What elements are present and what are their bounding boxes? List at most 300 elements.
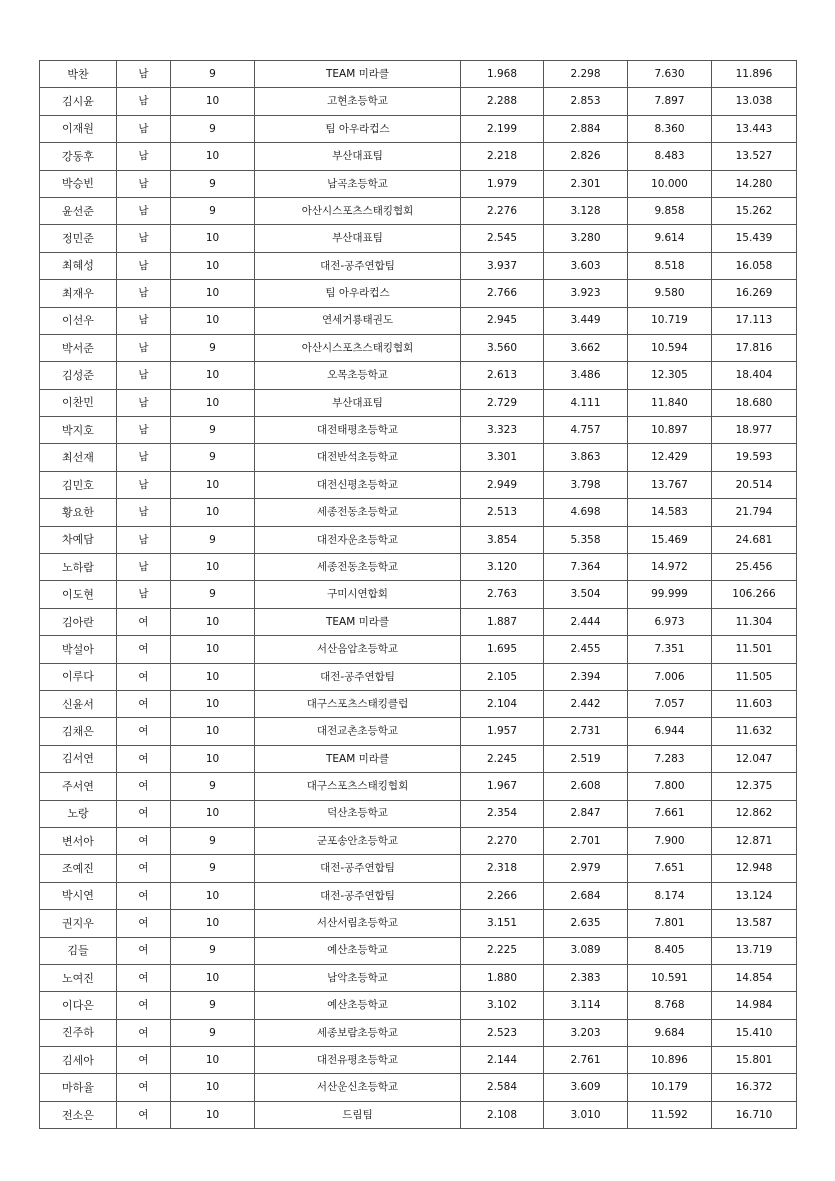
athlete-name-cell: 이다은 bbox=[40, 992, 117, 1019]
record-1-cell: 3.937 bbox=[461, 252, 544, 279]
record-1-cell: 3.560 bbox=[461, 334, 544, 361]
gender-cell: 여 bbox=[117, 827, 171, 854]
table-row bbox=[40, 554, 797, 581]
club-cell: 팀 아우라컵스 bbox=[255, 280, 461, 307]
record-2-cell: 2.853 bbox=[544, 88, 628, 115]
record-1-cell: 2.318 bbox=[461, 855, 544, 882]
gender-cell: 남 bbox=[117, 444, 171, 471]
record-2-cell: 3.863 bbox=[544, 444, 628, 471]
record-2-cell: 2.979 bbox=[544, 855, 628, 882]
total-cell: 15.801 bbox=[712, 1047, 797, 1074]
table-row bbox=[40, 170, 797, 197]
record-1-cell: 2.949 bbox=[461, 471, 544, 498]
record-3-cell: 8.518 bbox=[628, 252, 712, 279]
total-cell: 13.719 bbox=[712, 937, 797, 964]
total-cell: 18.977 bbox=[712, 417, 797, 444]
total-cell: 20.514 bbox=[712, 471, 797, 498]
total-cell: 18.404 bbox=[712, 362, 797, 389]
record-1-cell: 2.199 bbox=[461, 115, 544, 142]
record-3-cell: 12.305 bbox=[628, 362, 712, 389]
club-cell: 부산대표팀 bbox=[255, 389, 461, 416]
athlete-name-cell: 조예진 bbox=[40, 855, 117, 882]
club-cell: 서산음암초등학교 bbox=[255, 636, 461, 663]
total-cell: 11.505 bbox=[712, 663, 797, 690]
record-1-cell: 1.695 bbox=[461, 636, 544, 663]
record-3-cell: 8.405 bbox=[628, 937, 712, 964]
athlete-name-cell: 이선우 bbox=[40, 307, 117, 334]
athlete-name-cell: 김민호 bbox=[40, 471, 117, 498]
gender-cell: 여 bbox=[117, 1019, 171, 1046]
record-2-cell: 3.609 bbox=[544, 1074, 628, 1101]
club-cell: 연세거룡태권도 bbox=[255, 307, 461, 334]
athlete-name-cell: 박시연 bbox=[40, 882, 117, 909]
record-2-cell: 2.519 bbox=[544, 745, 628, 772]
record-1-cell: 2.245 bbox=[461, 745, 544, 772]
athlete-name-cell: 김서연 bbox=[40, 745, 117, 772]
total-cell: 15.262 bbox=[712, 197, 797, 224]
table-row bbox=[40, 444, 797, 471]
table-row bbox=[40, 718, 797, 745]
record-3-cell: 9.580 bbox=[628, 280, 712, 307]
total-cell: 12.871 bbox=[712, 827, 797, 854]
total-cell: 14.280 bbox=[712, 170, 797, 197]
record-2-cell: 3.662 bbox=[544, 334, 628, 361]
gender-cell: 여 bbox=[117, 992, 171, 1019]
club-cell: 대전-공주연합팀 bbox=[255, 252, 461, 279]
club-cell: 아산시스포츠스태킹협회 bbox=[255, 197, 461, 224]
athlete-name-cell: 김세아 bbox=[40, 1047, 117, 1074]
athlete-name-cell: 이도현 bbox=[40, 581, 117, 608]
record-2-cell: 3.010 bbox=[544, 1101, 628, 1128]
athlete-name-cell: 정민준 bbox=[40, 225, 117, 252]
total-cell: 13.587 bbox=[712, 910, 797, 937]
record-2-cell: 2.684 bbox=[544, 882, 628, 909]
record-1-cell: 1.880 bbox=[461, 964, 544, 991]
athlete-name-cell: 노랑 bbox=[40, 800, 117, 827]
club-cell: 팀 아우라컵스 bbox=[255, 115, 461, 142]
age-cell: 9 bbox=[171, 992, 255, 1019]
table-row bbox=[40, 143, 797, 170]
athlete-name-cell: 변서아 bbox=[40, 827, 117, 854]
age-cell: 9 bbox=[171, 827, 255, 854]
record-2-cell: 2.444 bbox=[544, 608, 628, 635]
club-cell: 드림팀 bbox=[255, 1101, 461, 1128]
athlete-name-cell: 김채은 bbox=[40, 718, 117, 745]
club-cell: 예산초등학교 bbox=[255, 992, 461, 1019]
athlete-name-cell: 강동후 bbox=[40, 143, 117, 170]
gender-cell: 여 bbox=[117, 937, 171, 964]
table-row bbox=[40, 307, 797, 334]
age-cell: 9 bbox=[171, 115, 255, 142]
gender-cell: 남 bbox=[117, 334, 171, 361]
gender-cell: 여 bbox=[117, 1074, 171, 1101]
record-2-cell: 2.301 bbox=[544, 170, 628, 197]
age-cell: 10 bbox=[171, 800, 255, 827]
club-cell: 대구스포츠스태킹클럽 bbox=[255, 690, 461, 717]
athlete-name-cell: 노여진 bbox=[40, 964, 117, 991]
total-cell: 16.269 bbox=[712, 280, 797, 307]
age-cell: 10 bbox=[171, 608, 255, 635]
gender-cell: 여 bbox=[117, 910, 171, 937]
record-2-cell: 3.128 bbox=[544, 197, 628, 224]
age-cell: 9 bbox=[171, 197, 255, 224]
table-row bbox=[40, 937, 797, 964]
record-3-cell: 7.057 bbox=[628, 690, 712, 717]
record-3-cell: 6.944 bbox=[628, 718, 712, 745]
record-2-cell: 3.798 bbox=[544, 471, 628, 498]
total-cell: 15.410 bbox=[712, 1019, 797, 1046]
table-body bbox=[40, 61, 797, 1129]
gender-cell: 남 bbox=[117, 362, 171, 389]
club-cell: 대전-공주연합팀 bbox=[255, 882, 461, 909]
total-cell: 18.680 bbox=[712, 389, 797, 416]
record-2-cell: 3.089 bbox=[544, 937, 628, 964]
athlete-name-cell: 신윤서 bbox=[40, 690, 117, 717]
record-3-cell: 11.592 bbox=[628, 1101, 712, 1128]
record-1-cell: 2.144 bbox=[461, 1047, 544, 1074]
gender-cell: 남 bbox=[117, 225, 171, 252]
table-row bbox=[40, 1019, 797, 1046]
record-2-cell: 4.111 bbox=[544, 389, 628, 416]
age-cell: 9 bbox=[171, 444, 255, 471]
club-cell: 세종전동초등학교 bbox=[255, 499, 461, 526]
record-2-cell: 3.923 bbox=[544, 280, 628, 307]
table-row bbox=[40, 663, 797, 690]
athlete-name-cell: 박서준 bbox=[40, 334, 117, 361]
athlete-name-cell: 최선재 bbox=[40, 444, 117, 471]
club-cell: 대전신평초등학교 bbox=[255, 471, 461, 498]
record-3-cell: 9.858 bbox=[628, 197, 712, 224]
table-row bbox=[40, 1074, 797, 1101]
total-cell: 106.266 bbox=[712, 581, 797, 608]
record-3-cell: 13.767 bbox=[628, 471, 712, 498]
athlete-name-cell: 전소은 bbox=[40, 1101, 117, 1128]
record-2-cell: 3.203 bbox=[544, 1019, 628, 1046]
record-1-cell: 2.105 bbox=[461, 663, 544, 690]
age-cell: 10 bbox=[171, 362, 255, 389]
record-3-cell: 10.000 bbox=[628, 170, 712, 197]
table-row bbox=[40, 581, 797, 608]
total-cell: 11.603 bbox=[712, 690, 797, 717]
record-3-cell: 12.429 bbox=[628, 444, 712, 471]
total-cell: 12.375 bbox=[712, 773, 797, 800]
total-cell: 24.681 bbox=[712, 526, 797, 553]
record-3-cell: 8.768 bbox=[628, 992, 712, 1019]
gender-cell: 남 bbox=[117, 143, 171, 170]
club-cell: 예산초등학교 bbox=[255, 937, 461, 964]
age-cell: 9 bbox=[171, 61, 255, 88]
athlete-name-cell: 김시윤 bbox=[40, 88, 117, 115]
total-cell: 16.058 bbox=[712, 252, 797, 279]
table-row bbox=[40, 800, 797, 827]
table-row bbox=[40, 827, 797, 854]
club-cell: 대구스포츠스태킹협회 bbox=[255, 773, 461, 800]
gender-cell: 남 bbox=[117, 554, 171, 581]
athlete-name-cell: 김아란 bbox=[40, 608, 117, 635]
record-1-cell: 2.766 bbox=[461, 280, 544, 307]
table-row bbox=[40, 225, 797, 252]
age-cell: 10 bbox=[171, 1047, 255, 1074]
athlete-name-cell: 주서연 bbox=[40, 773, 117, 800]
age-cell: 10 bbox=[171, 88, 255, 115]
record-3-cell: 10.897 bbox=[628, 417, 712, 444]
record-1-cell: 2.354 bbox=[461, 800, 544, 827]
record-1-cell: 2.288 bbox=[461, 88, 544, 115]
record-3-cell: 7.283 bbox=[628, 745, 712, 772]
club-cell: 대전자운초등학교 bbox=[255, 526, 461, 553]
total-cell: 14.854 bbox=[712, 964, 797, 991]
table-row bbox=[40, 499, 797, 526]
club-cell: 남악초등학교 bbox=[255, 964, 461, 991]
record-3-cell: 7.661 bbox=[628, 800, 712, 827]
record-1-cell: 2.104 bbox=[461, 690, 544, 717]
club-cell: 아산시스포츠스태킹협회 bbox=[255, 334, 461, 361]
club-cell: 세종보람초등학교 bbox=[255, 1019, 461, 1046]
age-cell: 10 bbox=[171, 718, 255, 745]
record-2-cell: 2.383 bbox=[544, 964, 628, 991]
table-row bbox=[40, 389, 797, 416]
athlete-name-cell: 윤선준 bbox=[40, 197, 117, 224]
gender-cell: 여 bbox=[117, 690, 171, 717]
total-cell: 11.304 bbox=[712, 608, 797, 635]
athlete-name-cell: 진주하 bbox=[40, 1019, 117, 1046]
record-1-cell: 3.102 bbox=[461, 992, 544, 1019]
gender-cell: 여 bbox=[117, 718, 171, 745]
age-cell: 9 bbox=[171, 334, 255, 361]
record-2-cell: 3.449 bbox=[544, 307, 628, 334]
record-1-cell: 2.276 bbox=[461, 197, 544, 224]
club-cell: TEAM 미라클 bbox=[255, 608, 461, 635]
record-3-cell: 10.179 bbox=[628, 1074, 712, 1101]
table-row bbox=[40, 1101, 797, 1128]
club-cell: 덕산초등학교 bbox=[255, 800, 461, 827]
table-row bbox=[40, 115, 797, 142]
record-1-cell: 3.323 bbox=[461, 417, 544, 444]
athlete-name-cell: 이재원 bbox=[40, 115, 117, 142]
record-3-cell: 7.800 bbox=[628, 773, 712, 800]
record-2-cell: 4.698 bbox=[544, 499, 628, 526]
age-cell: 10 bbox=[171, 882, 255, 909]
record-1-cell: 2.218 bbox=[461, 143, 544, 170]
total-cell: 17.113 bbox=[712, 307, 797, 334]
record-1-cell: 1.967 bbox=[461, 773, 544, 800]
age-cell: 9 bbox=[171, 855, 255, 882]
age-cell: 10 bbox=[171, 471, 255, 498]
record-2-cell: 2.761 bbox=[544, 1047, 628, 1074]
gender-cell: 여 bbox=[117, 855, 171, 882]
record-3-cell: 10.591 bbox=[628, 964, 712, 991]
gender-cell: 남 bbox=[117, 197, 171, 224]
record-2-cell: 2.847 bbox=[544, 800, 628, 827]
athlete-name-cell: 박설아 bbox=[40, 636, 117, 663]
age-cell: 10 bbox=[171, 389, 255, 416]
club-cell: 대전유평초등학교 bbox=[255, 1047, 461, 1074]
age-cell: 10 bbox=[171, 143, 255, 170]
record-1-cell: 1.979 bbox=[461, 170, 544, 197]
age-cell: 9 bbox=[171, 1019, 255, 1046]
record-1-cell: 2.266 bbox=[461, 882, 544, 909]
club-cell: 대전교촌초등학교 bbox=[255, 718, 461, 745]
table-row bbox=[40, 910, 797, 937]
age-cell: 10 bbox=[171, 910, 255, 937]
record-1-cell: 1.968 bbox=[461, 61, 544, 88]
gender-cell: 여 bbox=[117, 608, 171, 635]
record-2-cell: 5.358 bbox=[544, 526, 628, 553]
table-row bbox=[40, 280, 797, 307]
record-3-cell: 8.483 bbox=[628, 143, 712, 170]
gender-cell: 남 bbox=[117, 170, 171, 197]
record-1-cell: 2.225 bbox=[461, 937, 544, 964]
age-cell: 10 bbox=[171, 554, 255, 581]
record-3-cell: 14.583 bbox=[628, 499, 712, 526]
gender-cell: 남 bbox=[117, 389, 171, 416]
record-2-cell: 2.826 bbox=[544, 143, 628, 170]
total-cell: 12.948 bbox=[712, 855, 797, 882]
age-cell: 10 bbox=[171, 745, 255, 772]
club-cell: 대전반석초등학교 bbox=[255, 444, 461, 471]
age-cell: 9 bbox=[171, 417, 255, 444]
total-cell: 14.984 bbox=[712, 992, 797, 1019]
record-2-cell: 7.364 bbox=[544, 554, 628, 581]
record-3-cell: 8.174 bbox=[628, 882, 712, 909]
age-cell: 10 bbox=[171, 280, 255, 307]
record-3-cell: 99.999 bbox=[628, 581, 712, 608]
athlete-name-cell: 김성준 bbox=[40, 362, 117, 389]
record-2-cell: 2.701 bbox=[544, 827, 628, 854]
record-2-cell: 2.635 bbox=[544, 910, 628, 937]
results-table bbox=[39, 60, 797, 1129]
record-3-cell: 7.900 bbox=[628, 827, 712, 854]
table-row bbox=[40, 636, 797, 663]
record-1-cell: 2.945 bbox=[461, 307, 544, 334]
record-1-cell: 2.613 bbox=[461, 362, 544, 389]
gender-cell: 남 bbox=[117, 252, 171, 279]
club-cell: 고현초등학교 bbox=[255, 88, 461, 115]
club-cell: TEAM 미라클 bbox=[255, 745, 461, 772]
record-2-cell: 3.486 bbox=[544, 362, 628, 389]
record-2-cell: 4.757 bbox=[544, 417, 628, 444]
athlete-name-cell: 차예담 bbox=[40, 526, 117, 553]
table-row bbox=[40, 690, 797, 717]
gender-cell: 남 bbox=[117, 417, 171, 444]
age-cell: 10 bbox=[171, 690, 255, 717]
club-cell: 서산운신초등학교 bbox=[255, 1074, 461, 1101]
record-2-cell: 2.394 bbox=[544, 663, 628, 690]
total-cell: 11.632 bbox=[712, 718, 797, 745]
club-cell: 군포송안초등학교 bbox=[255, 827, 461, 854]
table-row bbox=[40, 773, 797, 800]
total-cell: 11.896 bbox=[712, 61, 797, 88]
gender-cell: 여 bbox=[117, 636, 171, 663]
record-2-cell: 3.603 bbox=[544, 252, 628, 279]
record-1-cell: 3.120 bbox=[461, 554, 544, 581]
age-cell: 10 bbox=[171, 252, 255, 279]
record-2-cell: 3.504 bbox=[544, 581, 628, 608]
gender-cell: 남 bbox=[117, 526, 171, 553]
age-cell: 10 bbox=[171, 225, 255, 252]
club-cell: 대전태평초등학교 bbox=[255, 417, 461, 444]
age-cell: 10 bbox=[171, 499, 255, 526]
table-row bbox=[40, 882, 797, 909]
age-cell: 10 bbox=[171, 636, 255, 663]
record-1-cell: 3.151 bbox=[461, 910, 544, 937]
total-cell: 12.862 bbox=[712, 800, 797, 827]
age-cell: 10 bbox=[171, 964, 255, 991]
record-1-cell: 1.887 bbox=[461, 608, 544, 635]
gender-cell: 남 bbox=[117, 115, 171, 142]
gender-cell: 남 bbox=[117, 471, 171, 498]
athlete-name-cell: 노하람 bbox=[40, 554, 117, 581]
record-2-cell: 3.114 bbox=[544, 992, 628, 1019]
gender-cell: 남 bbox=[117, 581, 171, 608]
record-1-cell: 3.301 bbox=[461, 444, 544, 471]
record-1-cell: 2.729 bbox=[461, 389, 544, 416]
table-row bbox=[40, 471, 797, 498]
record-3-cell: 7.651 bbox=[628, 855, 712, 882]
table-row bbox=[40, 61, 797, 88]
record-3-cell: 10.719 bbox=[628, 307, 712, 334]
total-cell: 21.794 bbox=[712, 499, 797, 526]
gender-cell: 남 bbox=[117, 61, 171, 88]
table-row bbox=[40, 992, 797, 1019]
record-3-cell: 7.801 bbox=[628, 910, 712, 937]
record-1-cell: 1.957 bbox=[461, 718, 544, 745]
table-row bbox=[40, 334, 797, 361]
athlete-name-cell: 최재우 bbox=[40, 280, 117, 307]
gender-cell: 여 bbox=[117, 745, 171, 772]
athlete-name-cell: 권지우 bbox=[40, 910, 117, 937]
record-3-cell: 9.684 bbox=[628, 1019, 712, 1046]
total-cell: 16.710 bbox=[712, 1101, 797, 1128]
record-2-cell: 2.731 bbox=[544, 718, 628, 745]
record-3-cell: 9.614 bbox=[628, 225, 712, 252]
gender-cell: 여 bbox=[117, 1101, 171, 1128]
athlete-name-cell: 마하율 bbox=[40, 1074, 117, 1101]
age-cell: 10 bbox=[171, 1101, 255, 1128]
gender-cell: 여 bbox=[117, 663, 171, 690]
gender-cell: 남 bbox=[117, 499, 171, 526]
athlete-name-cell: 최혜성 bbox=[40, 252, 117, 279]
record-3-cell: 7.897 bbox=[628, 88, 712, 115]
age-cell: 9 bbox=[171, 581, 255, 608]
club-cell: 남곡초등학교 bbox=[255, 170, 461, 197]
table-row bbox=[40, 362, 797, 389]
table-row bbox=[40, 526, 797, 553]
record-3-cell: 10.594 bbox=[628, 334, 712, 361]
athlete-name-cell: 황요한 bbox=[40, 499, 117, 526]
record-3-cell: 8.360 bbox=[628, 115, 712, 142]
gender-cell: 남 bbox=[117, 307, 171, 334]
club-cell: 오목초등학교 bbox=[255, 362, 461, 389]
record-1-cell: 3.854 bbox=[461, 526, 544, 553]
gender-cell: 여 bbox=[117, 1047, 171, 1074]
age-cell: 10 bbox=[171, 307, 255, 334]
record-1-cell: 2.270 bbox=[461, 827, 544, 854]
table-row bbox=[40, 608, 797, 635]
athlete-name-cell: 박승빈 bbox=[40, 170, 117, 197]
total-cell: 19.593 bbox=[712, 444, 797, 471]
table-row bbox=[40, 855, 797, 882]
gender-cell: 여 bbox=[117, 964, 171, 991]
age-cell: 9 bbox=[171, 526, 255, 553]
club-cell: 구미시연합회 bbox=[255, 581, 461, 608]
club-cell: 부산대표팀 bbox=[255, 143, 461, 170]
record-3-cell: 7.351 bbox=[628, 636, 712, 663]
gender-cell: 여 bbox=[117, 800, 171, 827]
record-3-cell: 6.973 bbox=[628, 608, 712, 635]
age-cell: 9 bbox=[171, 170, 255, 197]
total-cell: 13.527 bbox=[712, 143, 797, 170]
